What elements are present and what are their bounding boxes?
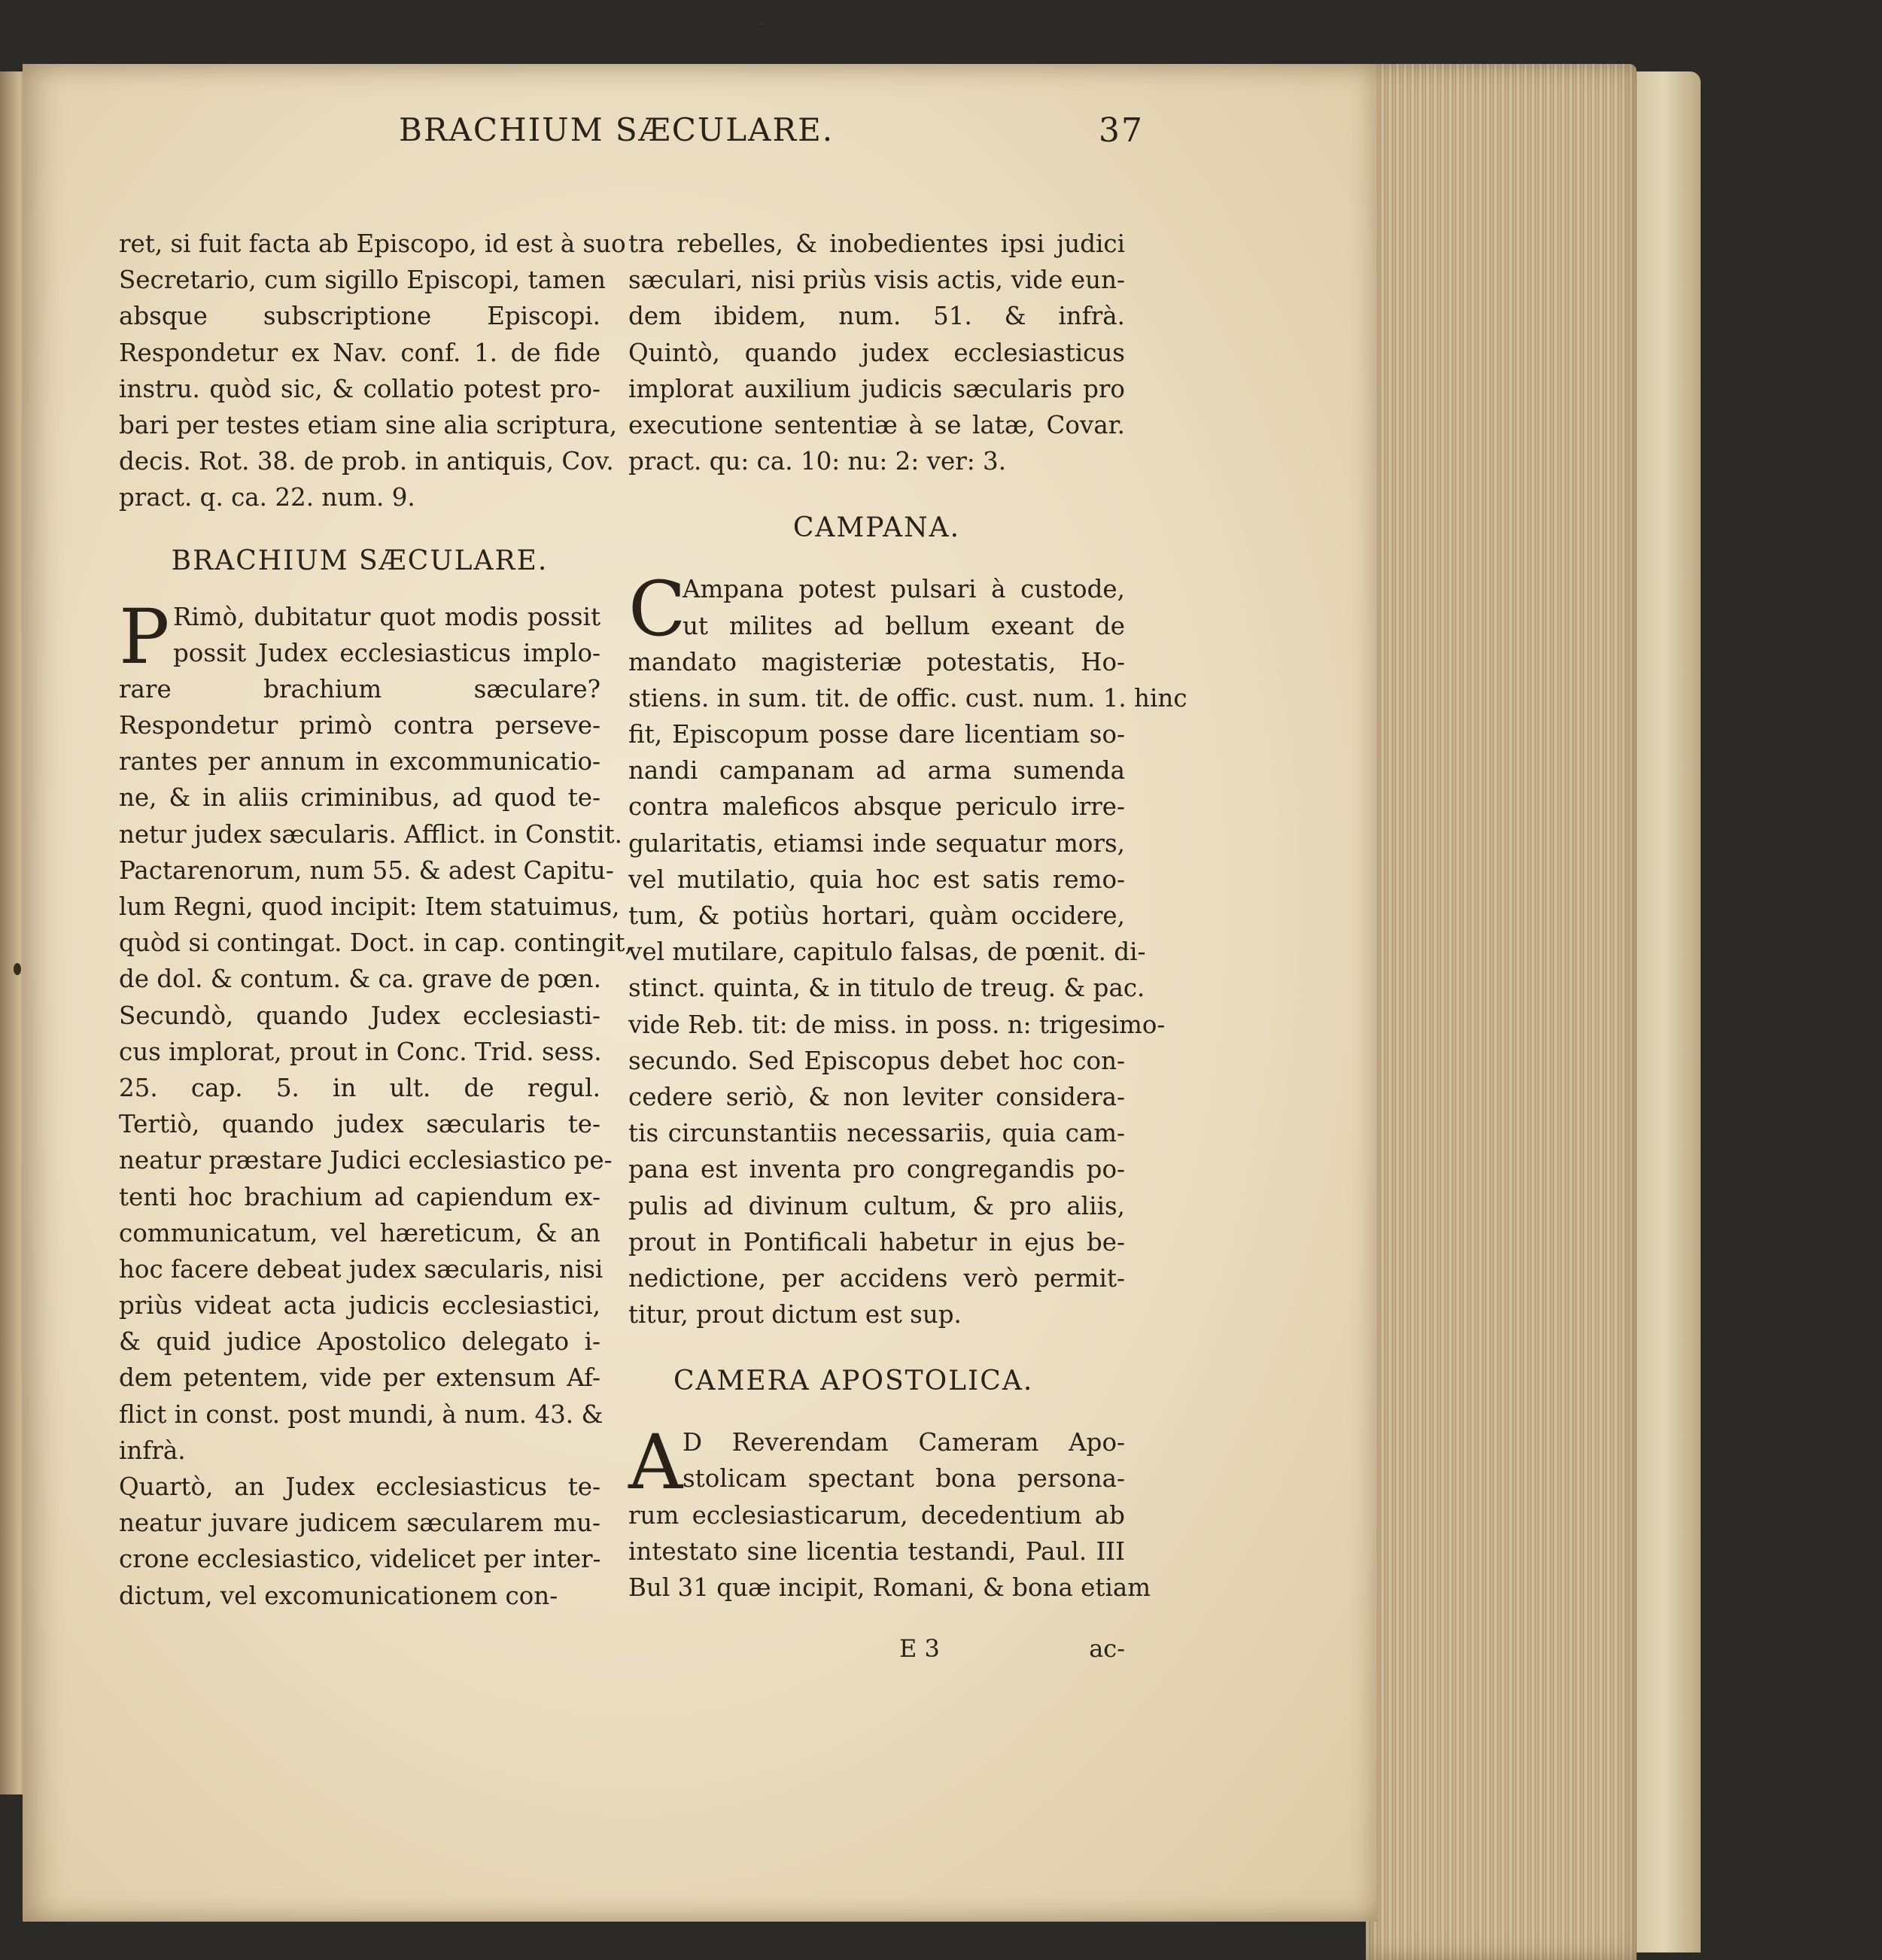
text-line: possit Judex ecclesiasticus implo- (173, 638, 600, 667)
dust-speck (759, 21, 763, 26)
text-line: vel mutilatio, quia hoc est satis remo- (628, 865, 1125, 894)
page-number: 37 (1099, 111, 1144, 150)
text-line: communicatum, vel hæreticum, & an (119, 1218, 600, 1247)
text-line: 25. cap. 5. in ult. de regul. (119, 1073, 600, 1102)
running-head (399, 111, 1144, 156)
text-line: stinct. quinta, & in titulo de treug. & pac. (628, 974, 1145, 1003)
camera-body-text (628, 1497, 1151, 1606)
text-line: Rimò, dubitatur quot modis possit (173, 602, 600, 631)
right-column (628, 226, 1187, 1606)
text-line: absque subscriptione Episcopi. (119, 302, 600, 331)
text-line: mandato magisteriæ potestatis, Ho- (628, 647, 1125, 676)
text-line: vide Reb. tit: de miss. in poss. n: trigesimo- (628, 1010, 1166, 1039)
running-title: BRACHIUM SÆCULARE. (399, 111, 835, 148)
dropcap-lines-camera (628, 1418, 1125, 1507)
dropcap-paragraph (119, 592, 600, 681)
dropcap-lines (119, 592, 600, 681)
page-block-fore-edge (1366, 64, 1637, 1960)
text-line: stiens. in sum. tit. de offic. cust. num. 1. hinc (628, 683, 1187, 713)
text-line: implorat auxilium judicis sæcularis pro (628, 374, 1125, 403)
text-line: dem petentem, vide per extensum Af- (119, 1363, 600, 1393)
text-line: cedere seriò, & non leviter considera- (628, 1082, 1125, 1111)
text-line: neatur præstare Judici ecclesiastico pe- (119, 1146, 613, 1175)
text-line: Ampana potest pulsari à custode, (683, 575, 1125, 604)
text-line: & quid judice Apostolico delegato i- (119, 1327, 600, 1357)
text-line: dem ibidem, num. 51. & infrà. (628, 302, 1125, 331)
dropcap-letter: P (119, 592, 170, 681)
text-line: gularitatis, etiamsi inde sequatur mors, (628, 828, 1125, 858)
text-line: tra rebelles, & inobedientes ipsi judici (628, 229, 1125, 258)
text-line: crone ecclesiastico, videlicet per inter- (119, 1545, 601, 1574)
dropcap-paragraph-camera (628, 1418, 1125, 1507)
text-line: flict in const. post mundi, à num. 43. & (119, 1399, 604, 1429)
left-column (119, 226, 633, 1614)
dropcap-letter-c: C (628, 565, 686, 654)
text-line: Pactarenorum, num 55. & adest Capitu- (119, 855, 614, 885)
text-line: pract. q. ca. 22. num. 9. (119, 483, 415, 512)
text-line: Secundò, quando Judex ecclesiasti- (119, 1001, 600, 1030)
text-line: sæculari, nisi priùs visis actis, vide eun- (628, 266, 1125, 295)
text-line: rantes per annum in excommunicatio- (119, 747, 600, 776)
text-line: pract. qu: ca. 10: nu: 2: ver: 3. (628, 447, 1007, 476)
page-footer (899, 1634, 1125, 1672)
dropcap-lines-campana (628, 565, 1125, 654)
left-body-text (119, 671, 633, 1614)
dropcap-paragraph-campana (628, 565, 1125, 654)
edge-mark (14, 963, 21, 975)
text-line: instru. quòd sic, & collatio potest pro- (119, 374, 600, 403)
text-line: rare brachium sæculare? (119, 674, 600, 703)
campana-body-text (628, 644, 1187, 1333)
right-intro-paragraph (628, 226, 1125, 479)
section-heading-campana: CAMPANA. (792, 512, 961, 544)
signature-mark: E 3 (899, 1634, 940, 1663)
text-line: hoc facere debeat judex sæcularis, nisi (119, 1254, 604, 1284)
text-line: decis. Rot. 38. de prob. in antiquis, Cov. (119, 447, 614, 476)
text-line: executione sententiæ à se latæ, Covar. (628, 410, 1125, 439)
text-line: intestato sine licentia testandi, Paul. III (628, 1536, 1125, 1566)
text-line: quòd si contingat. Doct. in cap. contingit, (119, 928, 633, 958)
dropcap-letter-a: A (628, 1418, 683, 1507)
text-line: cus implorat, prout in Conc. Trid. sess. (119, 1037, 602, 1066)
book-cover-edge (1625, 71, 1701, 1952)
text-line: contra maleficos absque periculo irre- (628, 792, 1125, 822)
text-line: tum, & potiùs hortari, quàm occidere, (628, 901, 1125, 930)
text-line: prout in Pontificali habetur in ejus be- (628, 1227, 1125, 1257)
text-line: nedictione, per accidens verò permit- (628, 1263, 1125, 1293)
text-line: de dol. & contum. & ca. grave de pœn. (119, 965, 601, 994)
section-heading-brachium: BRACHIUM SÆCULARE. (171, 545, 549, 576)
text-line: D Reverendam Cameram Apo- (683, 1428, 1125, 1457)
text-line: netur judex sæcularis. Afflict. in Constit. (119, 819, 622, 849)
section-heading-camera: CAMERA APOSTOLICA. (673, 1366, 1034, 1397)
text-line: ne, & in aliis criminibus, ad quod te- (119, 783, 600, 813)
text-line: Respondetur ex Nav. conf. 1. de fide (119, 338, 600, 367)
text-line: Tertiò, quando judex sæcularis te- (119, 1110, 600, 1139)
text-line: Secretario, cum sigillo Episcopi, tamen (119, 266, 606, 295)
text-line: ret, si fuit facta ab Episcopo, id est à suo (119, 229, 626, 258)
text-line: bari per testes etiam sine alia scriptura, (119, 410, 618, 439)
text-line: pana est inventa pro congregandis po- (628, 1155, 1125, 1184)
text-line: priùs videat acta judicis ecclesiastici, (119, 1291, 600, 1320)
text-line: pulis ad divinum cultum, & pro aliis, (628, 1191, 1125, 1220)
text-line: lum Regni, quod incipit: Item statuimus, (119, 892, 620, 921)
text-line: vel mutilare, capitulo falsas, de pœnit. di- (628, 937, 1146, 967)
text-line: Quartò, an Judex ecclesiasticus te- (119, 1472, 600, 1501)
text-line: stolicam spectant bona persona- (683, 1464, 1125, 1494)
text-line: titur, prout dictum est sup. (628, 1300, 962, 1329)
text-line: Bul 31 quæ incipit, Romani, & bona etiam (628, 1573, 1151, 1602)
text-line: fit, Episcopum posse dare licentiam so- (628, 720, 1125, 749)
text-line: nandi campanam ad arma sumenda (628, 756, 1125, 786)
text-line: Quintò, quando judex ecclesiasticus (628, 338, 1125, 367)
left-intro-paragraph (119, 226, 626, 516)
text-line: tenti hoc brachium ad capiendum ex- (119, 1182, 600, 1211)
text-line: rum ecclesiasticarum, decedentium ab (628, 1500, 1125, 1530)
text-line: tis circunstantiis necessariis, quia cam- (628, 1119, 1125, 1148)
text-line: Respondetur primò contra perseve- (119, 711, 600, 740)
text-line: dictum, vel excomunicationem con- (119, 1581, 558, 1610)
text-line: secundo. Sed Episcopus debet hoc con- (628, 1046, 1125, 1075)
text-line: neatur juvare judicem sæcularem mu- (119, 1509, 600, 1538)
text-line: infrà. (119, 1436, 186, 1465)
catchword: ac- (1089, 1634, 1125, 1663)
text-line: ut milites ad bellum exeant de (683, 611, 1125, 640)
